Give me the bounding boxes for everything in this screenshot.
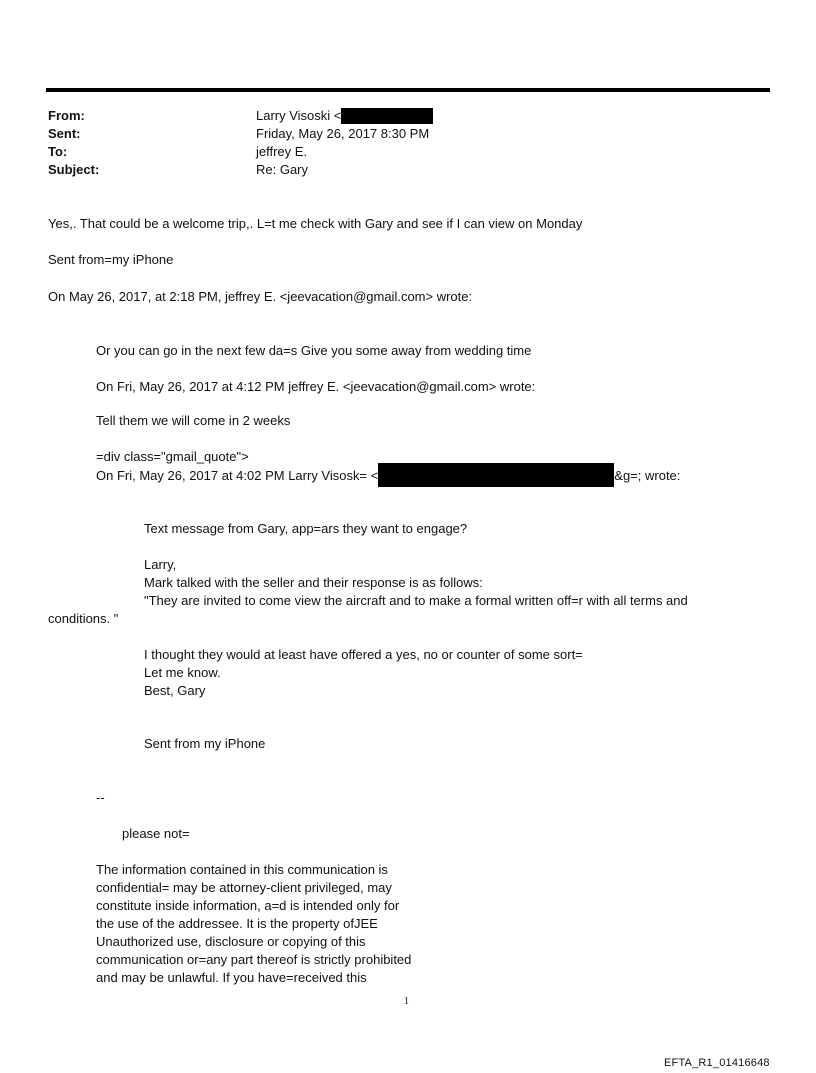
- redaction-block: [378, 463, 614, 487]
- quote-intro-3-start: On Fri, May 26, 2017 at 4:02 PM Larry Visosk= <: [96, 467, 379, 483]
- reply-text: Yes,. That could be a welcome trip,. L=t me check with Gary and see if I can view on Monday: [48, 216, 583, 231]
- message-line: "They are invited to come view the aircraft and to make a formal written off=r with all terms and: [144, 593, 688, 608]
- document-id: EFTA_R1_01416648: [664, 1057, 770, 1069]
- signature-separator: --: [96, 790, 105, 805]
- message-line: I thought they would at least have offered a yes, no or counter of some sort=: [144, 647, 583, 662]
- from-sender: Larry Visoski <: [256, 108, 342, 123]
- quoted-signature: Sent from my iPhone: [144, 736, 266, 751]
- reply-signature: Sent from=my iPhone: [48, 252, 174, 267]
- disclaimer: [96, 861, 411, 987]
- quote-intro-1: On May 26, 2017, at 2:18 PM, jeffrey E. <jeevacation@gmail.com> wrote:: [48, 289, 473, 304]
- sent-label: Sent:: [48, 126, 81, 141]
- from-value: [256, 107, 433, 125]
- subject-value: Re: Gary: [256, 162, 309, 177]
- quote-intro-3-end: &g=; wrote:: [614, 467, 681, 483]
- disclaimer-line: communication or=any part thereof is strictly prohibited: [96, 952, 412, 967]
- disclaimer-line: the use of the addressee. It is the property ofJEE: [96, 916, 378, 931]
- disclaimer-line: The information contained in this communication is: [96, 862, 388, 877]
- quoted-message-2: Tell them we will come in 2 weeks: [96, 413, 291, 428]
- disclaimer-line: confidential= may be attorney-client privileged, may: [96, 880, 392, 895]
- header-divider: [46, 88, 770, 92]
- quote-intro-3: [96, 466, 680, 487]
- page-number: 1: [404, 996, 409, 1007]
- redaction-block: [341, 108, 433, 124]
- quoted-message-3: Text message from Gary, app=ars they want to engage?: [144, 521, 468, 536]
- to-value: jeffrey E.: [256, 144, 308, 159]
- quoted-message-1: Or you can go in the next few da=s Give you some away from wedding time: [96, 343, 532, 358]
- from-label: From:: [48, 108, 85, 123]
- notice-heading: please not=: [122, 826, 190, 841]
- gmail-quote-tag: =div class="gmail_quote">: [96, 449, 249, 464]
- disclaimer-line: and may be unlawful. If you have=received this: [96, 970, 367, 985]
- greeting: Larry,: [144, 557, 177, 572]
- disclaimer-line: Unauthorized use, disclosure or copying of this: [96, 934, 366, 949]
- message-line: Let me know.: [144, 665, 221, 680]
- disclaimer-line: constitute inside information, a=d is intended only for: [96, 898, 400, 913]
- sign-off: Best, Gary: [144, 683, 206, 698]
- subject-label: Subject:: [48, 162, 100, 177]
- quote-intro-2: On Fri, May 26, 2017 at 4:12 PM jeffrey E. <jeevacation@gmail.com> wrote:: [96, 379, 536, 394]
- message-line: conditions. ": [48, 611, 119, 626]
- message-line: Mark talked with the seller and their response is as follows:: [144, 575, 483, 590]
- to-label: To:: [48, 144, 68, 159]
- sent-value: Friday, May 26, 2017 8:30 PM: [256, 126, 430, 141]
